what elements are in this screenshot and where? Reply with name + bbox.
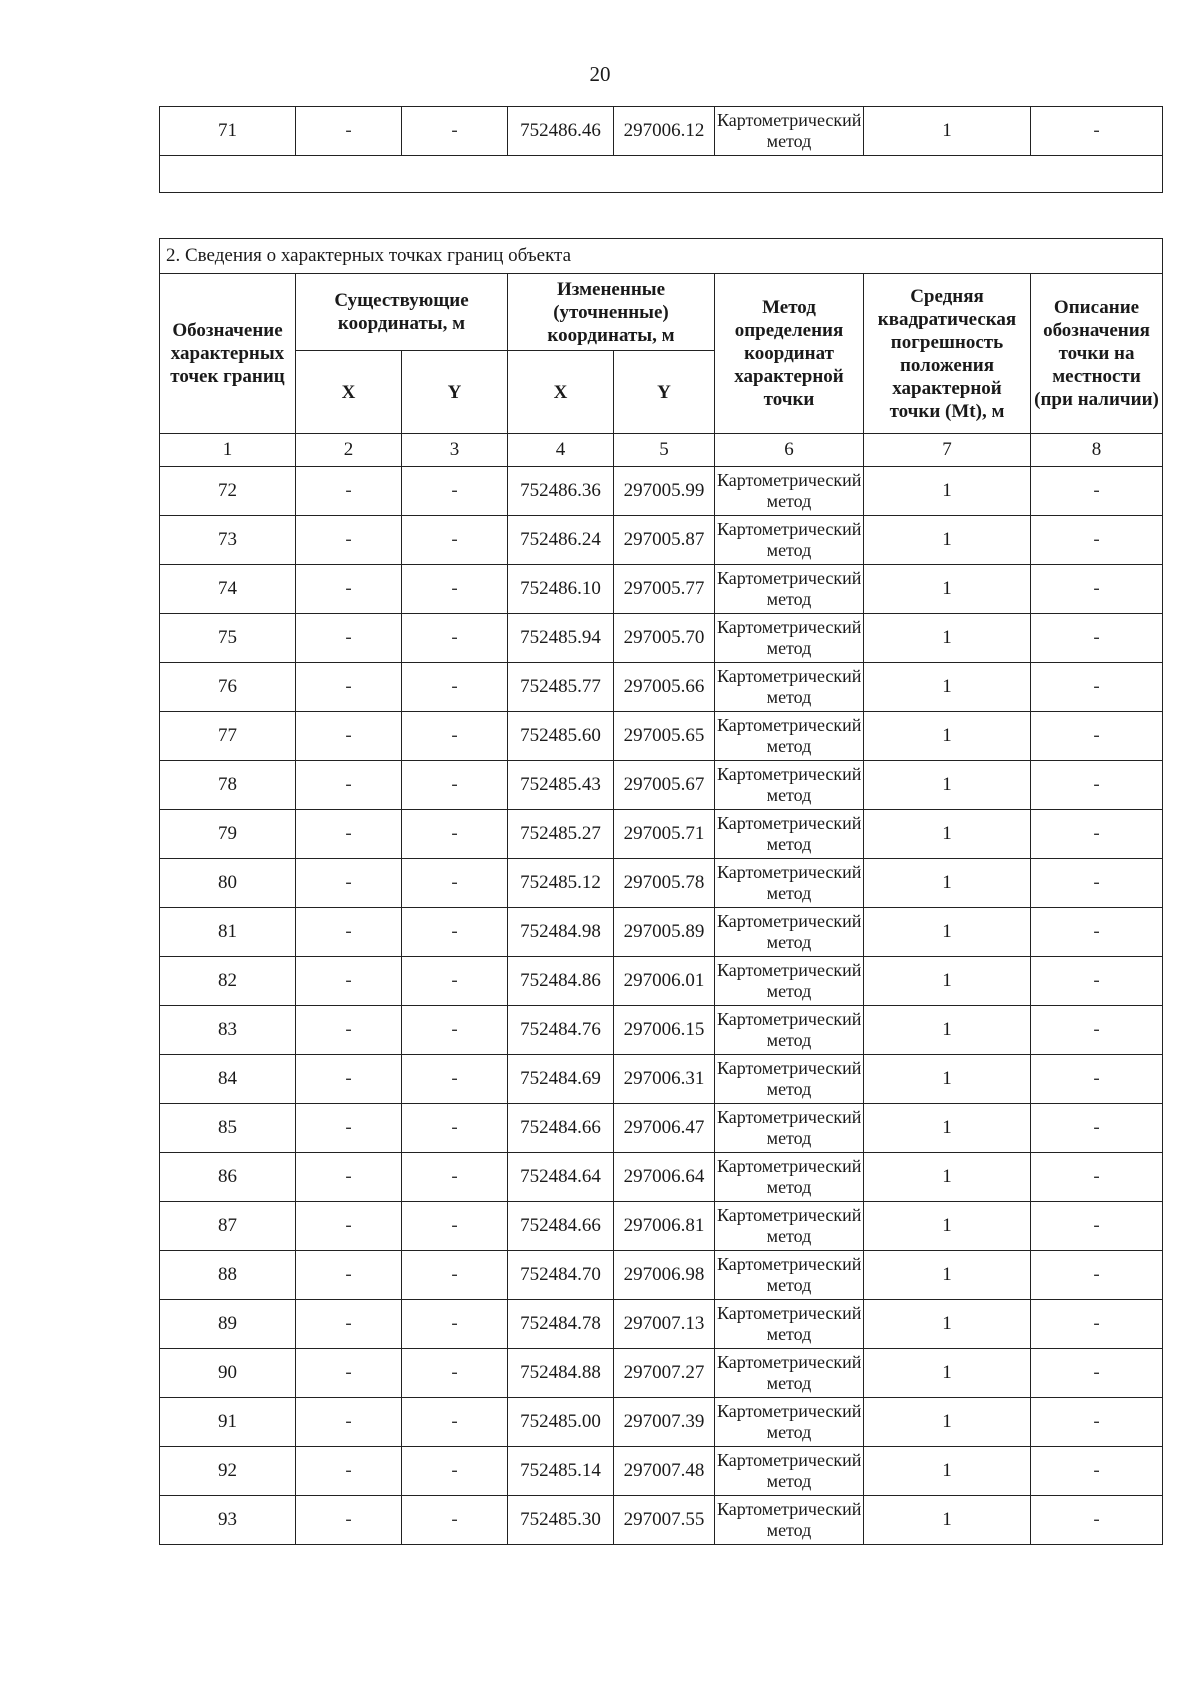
existing-x-cell: -	[296, 467, 402, 516]
method-cell: Картометрический метод	[715, 467, 864, 516]
changed-y-cell: 297006.15	[614, 1006, 715, 1055]
changed-x-cell: 752484.86	[508, 957, 614, 1006]
existing-x-cell: -	[296, 1300, 402, 1349]
existing-y-cell: -	[402, 1202, 508, 1251]
changed-y-cell: 297007.39	[614, 1398, 715, 1447]
changed-x-cell: 752485.60	[508, 712, 614, 761]
table-row	[160, 663, 1163, 712]
description-cell: -	[1031, 516, 1163, 565]
method-cell: Картометрический метод	[715, 1447, 864, 1496]
changed-y-cell: 297005.78	[614, 859, 715, 908]
point-id-cell: 79	[160, 810, 296, 859]
existing-y-cell: -	[402, 614, 508, 663]
column-number: 6	[715, 434, 864, 467]
changed-y-cell: 297005.99	[614, 467, 715, 516]
description-cell: -	[1031, 957, 1163, 1006]
description-cell: -	[1031, 859, 1163, 908]
existing-x-cell: -	[296, 1153, 402, 1202]
changed-x-cell: 752486.10	[508, 565, 614, 614]
existing-x-cell: -	[296, 1447, 402, 1496]
table-row	[160, 1496, 1163, 1545]
point-id-cell: 72	[160, 467, 296, 516]
point-id-cell: 77	[160, 712, 296, 761]
error-cell: 1	[864, 1447, 1031, 1496]
table-row	[160, 712, 1163, 761]
method-cell: Картометрический метод	[715, 1202, 864, 1251]
table-row	[160, 1055, 1163, 1104]
table-row	[160, 1153, 1163, 1202]
existing-x-cell: -	[296, 1202, 402, 1251]
existing-y-cell: -	[402, 1447, 508, 1496]
table-row	[160, 908, 1163, 957]
description-cell: -	[1031, 1251, 1163, 1300]
error-cell: 1	[864, 1300, 1031, 1349]
existing-x-cell: -	[296, 1055, 402, 1104]
error-cell: 1	[864, 859, 1031, 908]
existing-x-cell: -	[296, 908, 402, 957]
method-cell: Картометрический метод	[715, 761, 864, 810]
point-id-cell: 85	[160, 1104, 296, 1153]
table-row	[160, 1447, 1163, 1496]
error-cell: 1	[864, 1202, 1031, 1251]
error-cell: 1	[864, 467, 1031, 516]
changed-y-cell: 297006.01	[614, 957, 715, 1006]
point-id-cell: 75	[160, 614, 296, 663]
table-row	[160, 516, 1163, 565]
point-id-cell: 83	[160, 1006, 296, 1055]
existing-x-cell: -	[296, 859, 402, 908]
table-row	[160, 107, 1163, 156]
column-number: 1	[160, 434, 296, 467]
table-row	[160, 1104, 1163, 1153]
table-row	[160, 1006, 1163, 1055]
column-number: 7	[864, 434, 1031, 467]
description-cell: -	[1031, 1398, 1163, 1447]
table-row	[160, 1349, 1163, 1398]
error-cell: 1	[864, 712, 1031, 761]
header-error: Средняя квадратическая погрешность положения характерной точки (Mt), м	[864, 274, 1031, 434]
existing-x-cell: -	[296, 107, 402, 156]
description-cell: -	[1031, 1006, 1163, 1055]
point-id-cell: 80	[160, 859, 296, 908]
point-id-cell: 84	[160, 1055, 296, 1104]
changed-y-cell: 297006.47	[614, 1104, 715, 1153]
point-id-cell: 76	[160, 663, 296, 712]
table-body	[160, 467, 1163, 1545]
existing-x-cell: -	[296, 663, 402, 712]
changed-x-cell: 752485.94	[508, 614, 614, 663]
existing-x-cell: -	[296, 957, 402, 1006]
method-cell: Картометрический метод	[715, 810, 864, 859]
changed-x-cell: 752486.46	[508, 107, 614, 156]
changed-y-cell: 297005.71	[614, 810, 715, 859]
column-number: 2	[296, 434, 402, 467]
description-cell: -	[1031, 761, 1163, 810]
existing-y-cell: -	[402, 1055, 508, 1104]
method-cell: Картометрический метод	[715, 1251, 864, 1300]
description-cell: -	[1031, 1496, 1163, 1545]
changed-x-cell: 752485.12	[508, 859, 614, 908]
changed-x-cell: 752484.70	[508, 1251, 614, 1300]
changed-y-cell: 297007.55	[614, 1496, 715, 1545]
method-cell: Картометрический метод	[715, 1349, 864, 1398]
header-designation: Обозначение характерных точек границ	[160, 274, 296, 434]
error-cell: 1	[864, 1153, 1031, 1202]
existing-y-cell: -	[402, 1300, 508, 1349]
changed-y-cell: 297005.77	[614, 565, 715, 614]
table-row	[160, 1300, 1163, 1349]
existing-y-cell: -	[402, 810, 508, 859]
header-row	[160, 274, 1163, 351]
section-title-row	[160, 239, 1163, 274]
point-id-cell: 88	[160, 1251, 296, 1300]
existing-y-cell: -	[402, 516, 508, 565]
changed-x-cell: 752485.77	[508, 663, 614, 712]
existing-x-cell: -	[296, 614, 402, 663]
description-cell: -	[1031, 565, 1163, 614]
changed-x-cell: 752484.69	[508, 1055, 614, 1104]
description-cell: -	[1031, 107, 1163, 156]
header-existing-y: Y	[402, 351, 508, 434]
changed-x-cell: 752485.43	[508, 761, 614, 810]
error-cell: 1	[864, 908, 1031, 957]
changed-y-cell: 297005.67	[614, 761, 715, 810]
method-cell: Картометрический метод	[715, 1006, 864, 1055]
header-existing-coords: Существующие координаты, м	[296, 274, 508, 351]
point-id-cell: 73	[160, 516, 296, 565]
description-cell: -	[1031, 467, 1163, 516]
empty-cell	[160, 156, 1163, 193]
method-cell: Картометрический метод	[715, 663, 864, 712]
existing-y-cell: -	[402, 467, 508, 516]
description-cell: -	[1031, 908, 1163, 957]
changed-x-cell: 752484.64	[508, 1153, 614, 1202]
method-cell: Картометрический метод	[715, 1153, 864, 1202]
header-changed-coords: Измененные (уточненные) координаты, м	[508, 274, 715, 351]
existing-y-cell: -	[402, 1104, 508, 1153]
point-id-cell: 81	[160, 908, 296, 957]
header-changed-y: Y	[614, 351, 715, 434]
existing-x-cell: -	[296, 516, 402, 565]
table-row	[160, 467, 1163, 516]
method-cell: Картометрический метод	[715, 614, 864, 663]
point-id-cell: 82	[160, 957, 296, 1006]
description-cell: -	[1031, 663, 1163, 712]
error-cell: 1	[864, 761, 1031, 810]
table-row	[160, 1398, 1163, 1447]
existing-x-cell: -	[296, 1006, 402, 1055]
table-row	[160, 761, 1163, 810]
method-cell: Картометрический метод	[715, 107, 864, 156]
changed-x-cell: 752485.00	[508, 1398, 614, 1447]
header-changed-x: X	[508, 351, 614, 434]
table-row	[160, 1251, 1163, 1300]
point-id-cell: 87	[160, 1202, 296, 1251]
point-id-cell: 92	[160, 1447, 296, 1496]
description-cell: -	[1031, 1349, 1163, 1398]
description-cell: -	[1031, 712, 1163, 761]
method-cell: Картометрический метод	[715, 1398, 864, 1447]
changed-x-cell: 752485.30	[508, 1496, 614, 1545]
changed-x-cell: 752486.36	[508, 467, 614, 516]
changed-y-cell: 297006.81	[614, 1202, 715, 1251]
method-cell: Картометрический метод	[715, 516, 864, 565]
header-existing-x: X	[296, 351, 402, 434]
column-numbers-row	[160, 434, 1163, 467]
description-cell: -	[1031, 1300, 1163, 1349]
changed-y-cell: 297006.64	[614, 1153, 715, 1202]
existing-x-cell: -	[296, 565, 402, 614]
method-cell: Картометрический метод	[715, 1104, 864, 1153]
point-id-cell: 78	[160, 761, 296, 810]
error-cell: 1	[864, 663, 1031, 712]
changed-y-cell: 297007.13	[614, 1300, 715, 1349]
existing-x-cell: -	[296, 1349, 402, 1398]
existing-y-cell: -	[402, 663, 508, 712]
method-cell: Картометрический метод	[715, 1496, 864, 1545]
point-id-cell: 89	[160, 1300, 296, 1349]
error-cell: 1	[864, 1104, 1031, 1153]
changed-y-cell: 297005.70	[614, 614, 715, 663]
existing-y-cell: -	[402, 1349, 508, 1398]
table-row	[160, 565, 1163, 614]
error-cell: 1	[864, 565, 1031, 614]
existing-x-cell: -	[296, 1496, 402, 1545]
changed-y-cell: 297005.65	[614, 712, 715, 761]
table-row	[160, 810, 1163, 859]
point-id-cell: 86	[160, 1153, 296, 1202]
error-cell: 1	[864, 1398, 1031, 1447]
changed-y-cell: 297006.31	[614, 1055, 715, 1104]
method-cell: Картометрический метод	[715, 1055, 864, 1104]
point-id-cell: 91	[160, 1398, 296, 1447]
existing-x-cell: -	[296, 761, 402, 810]
existing-y-cell: -	[402, 1398, 508, 1447]
method-cell: Картометрический метод	[715, 1300, 864, 1349]
existing-x-cell: -	[296, 712, 402, 761]
point-id-cell: 93	[160, 1496, 296, 1545]
changed-x-cell: 752486.24	[508, 516, 614, 565]
existing-y-cell: -	[402, 712, 508, 761]
existing-y-cell: -	[402, 565, 508, 614]
method-cell: Картометрический метод	[715, 712, 864, 761]
table-row	[160, 1202, 1163, 1251]
existing-y-cell: -	[402, 107, 508, 156]
column-number: 8	[1031, 434, 1163, 467]
error-cell: 1	[864, 1496, 1031, 1545]
method-cell: Картометрический метод	[715, 908, 864, 957]
table-row	[160, 859, 1163, 908]
error-cell: 1	[864, 1055, 1031, 1104]
column-number: 3	[402, 434, 508, 467]
description-cell: -	[1031, 614, 1163, 663]
point-id-cell: 71	[160, 107, 296, 156]
existing-y-cell: -	[402, 1006, 508, 1055]
changed-x-cell: 752484.88	[508, 1349, 614, 1398]
changed-x-cell: 752484.78	[508, 1300, 614, 1349]
existing-y-cell: -	[402, 761, 508, 810]
page-number: 20	[589, 62, 611, 86]
existing-x-cell: -	[296, 810, 402, 859]
header-method: Метод определения координат характерной точки	[715, 274, 864, 434]
existing-y-cell: -	[402, 859, 508, 908]
description-cell: -	[1031, 810, 1163, 859]
error-cell: 1	[864, 810, 1031, 859]
error-cell: 1	[864, 1251, 1031, 1300]
existing-y-cell: -	[402, 908, 508, 957]
error-cell: 1	[864, 107, 1031, 156]
description-cell: -	[1031, 1055, 1163, 1104]
description-cell: -	[1031, 1202, 1163, 1251]
changed-x-cell: 752484.66	[508, 1202, 614, 1251]
changed-y-cell: 297007.27	[614, 1349, 715, 1398]
point-id-cell: 74	[160, 565, 296, 614]
boundary-points-table	[159, 238, 1163, 1545]
error-cell: 1	[864, 614, 1031, 663]
column-number: 4	[508, 434, 614, 467]
method-cell: Картометрический метод	[715, 565, 864, 614]
existing-x-cell: -	[296, 1251, 402, 1300]
description-cell: -	[1031, 1104, 1163, 1153]
continuation-table	[159, 106, 1163, 193]
changed-x-cell: 752484.76	[508, 1006, 614, 1055]
existing-y-cell: -	[402, 1153, 508, 1202]
error-cell: 1	[864, 1006, 1031, 1055]
changed-x-cell: 752485.14	[508, 1447, 614, 1496]
section-title: 2. Сведения о характерных точках границ объекта	[160, 239, 1163, 274]
description-cell: -	[1031, 1153, 1163, 1202]
changed-x-cell: 752484.98	[508, 908, 614, 957]
error-cell: 1	[864, 516, 1031, 565]
method-cell: Картометрический метод	[715, 859, 864, 908]
table-row	[160, 614, 1163, 663]
error-cell: 1	[864, 957, 1031, 1006]
point-id-cell: 90	[160, 1349, 296, 1398]
changed-y-cell: 297006.12	[614, 107, 715, 156]
changed-y-cell: 297005.89	[614, 908, 715, 957]
method-cell: Картометрический метод	[715, 957, 864, 1006]
description-cell: -	[1031, 1447, 1163, 1496]
existing-x-cell: -	[296, 1104, 402, 1153]
changed-x-cell: 752485.27	[508, 810, 614, 859]
error-cell: 1	[864, 1349, 1031, 1398]
changed-y-cell: 297005.87	[614, 516, 715, 565]
header-description: Описание обозначения точки на местности (при наличии)	[1031, 274, 1163, 434]
empty-row	[160, 156, 1163, 193]
changed-y-cell: 297006.98	[614, 1251, 715, 1300]
table-row	[160, 957, 1163, 1006]
existing-y-cell: -	[402, 957, 508, 1006]
changed-y-cell: 297005.66	[614, 663, 715, 712]
changed-y-cell: 297007.48	[614, 1447, 715, 1496]
existing-x-cell: -	[296, 1398, 402, 1447]
existing-y-cell: -	[402, 1496, 508, 1545]
column-number: 5	[614, 434, 715, 467]
existing-y-cell: -	[402, 1251, 508, 1300]
changed-x-cell: 752484.66	[508, 1104, 614, 1153]
